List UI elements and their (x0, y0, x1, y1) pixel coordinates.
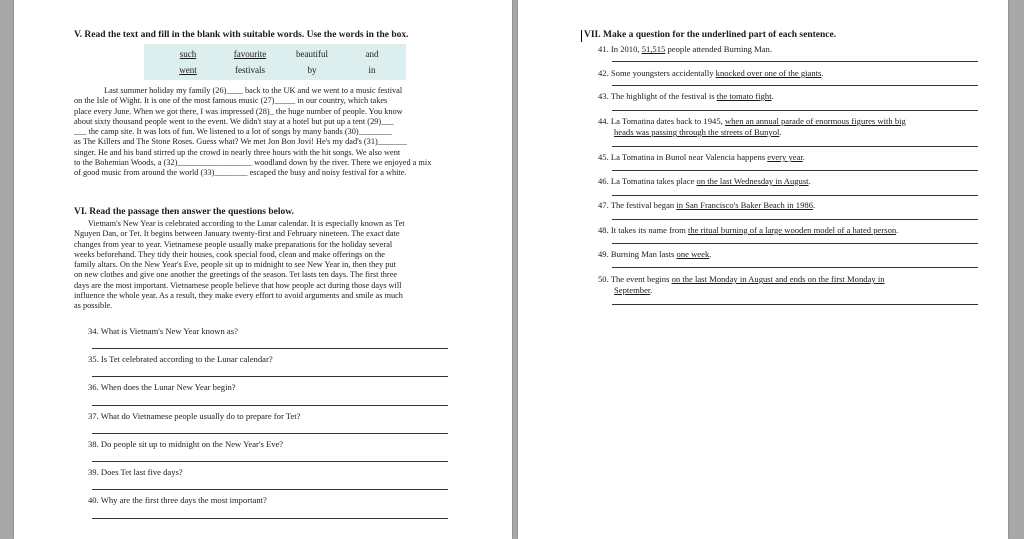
answer-line-36[interactable] (92, 405, 448, 406)
passage-line: family altars. On the New Year's Eve, people sit up to midnight to see New Year in, then they put (74, 260, 396, 270)
question-42: 42. Some youngsters accidentally knocked over one of the giants. (598, 68, 824, 78)
question-43: 43. The highlight of the festival is the tomato fight. (598, 91, 774, 101)
passage-line: days are the most important. Vietnamese people believe that how people act during those days will (74, 280, 402, 290)
passage-line: on the Isle of Wight. It is one of the most famous music (27)_____ in our country, which takes (74, 96, 388, 106)
passage-line: Vietnam's New Year is celebrated according to the Lunar calendar. It is especially known as Tet (88, 219, 405, 228)
passage-line: on new clothes and give one another the greetings of the season. Tet lasts ten days. The first three (74, 270, 398, 280)
question-45: 45. La Tomatina in Bunol near Valencia happens every year. (598, 152, 805, 162)
question-41: 41. In 2010, 51,515 people attended Burning Man. (598, 44, 773, 54)
answer-line-44[interactable] (612, 146, 978, 147)
passage-line: as The Killers and The Stone Roses. Guess what? We met Jon Bon Jovi! He's my dad's (31)_______ (74, 137, 407, 147)
passage-line: Last summer holiday my family (26)____ back to the UK and we went to a music festival (104, 86, 403, 95)
answer-line-45[interactable] (612, 170, 978, 171)
answer-line-39[interactable] (92, 489, 448, 490)
answer-line-49[interactable] (612, 267, 978, 268)
section-6-passage (74, 219, 478, 312)
section-7-title: VII. Make a question for the underlined part of each sentence. (584, 30, 837, 40)
word-box-item: and (365, 49, 379, 59)
question-34: 34. What is Vietnam's New Year known as? (88, 326, 238, 336)
passage-line: to the Bohemian Woods, a (32)__________________ woodland down by the river. There we enjoyed a mix (74, 158, 432, 168)
question-38: 38. Do people sit up to midnight on the New Year's Eve? (88, 439, 284, 449)
question-50-continued: September. (614, 285, 653, 295)
text-cursor (581, 30, 582, 42)
question-44-continued: heads was passing through the streets of Bunyol. (614, 127, 782, 137)
word-box-item: favourite (233, 49, 267, 59)
section-5-passage (74, 86, 478, 179)
section-5-title: V. Read the text and fill in the blank with suitable words. Use the words in the box. (74, 30, 409, 40)
passage-line: ___ the camp site. It was lots of fun. We listened to a lot of songs by many bands (30)________ (74, 127, 392, 137)
passage-line: Nguyen Dan, or Tet. It begins between January twenty-first and February nineteen. The exact date (74, 229, 400, 239)
question-36: 36. When does the Lunar New Year begin? (88, 382, 236, 392)
passage-line: influence the whole year. As a result, they make every effort to avoid arguments and smile as much (74, 291, 403, 301)
word-box (144, 44, 406, 80)
answer-line-42[interactable] (612, 85, 978, 86)
question-44: 44. La Tomatina dates back to 1945, when an annual parade of enormous figures with big (598, 116, 906, 126)
answer-line-48[interactable] (612, 243, 978, 244)
left-page (14, 0, 512, 539)
word-box-item: beautiful (296, 49, 328, 59)
passage-line: of good music from around the world (33)________ escaped the busy and noisy festival for a white. (74, 168, 407, 178)
answer-line-47[interactable] (612, 219, 978, 220)
passage-line: weeks beforehand. They tidy their houses, cook special food, clean and make offerings on the (74, 249, 385, 259)
question-47: 47. The festival began in San Francisco's Baker Beach in 1986. (598, 200, 816, 210)
passage-line: singer. He and his band stirred up the crowd in nearly three hours with the hit songs. We also went (74, 147, 401, 157)
answer-line-37[interactable] (92, 433, 448, 434)
question-50: 50. The event begins on the last Monday in August and ends on the first Monday in (598, 274, 885, 284)
question-39: 39. Does Tet last five days? (88, 467, 183, 477)
answer-line-46[interactable] (612, 195, 978, 196)
answer-line-34[interactable] (92, 348, 448, 349)
question-37: 37. What do Vietnamese people usually do to prepare for Tet? (88, 411, 301, 421)
question-35: 35. Is Tet celebrated according to the Lunar calendar? (88, 354, 273, 364)
answer-line-50[interactable] (612, 304, 978, 305)
word-box-item: in (368, 65, 376, 75)
question-49: 49. Burning Man lasts one week. (598, 249, 712, 259)
question-46: 46. La Tomatina takes place on the last Wednesday in August. (598, 176, 811, 186)
word-box-item: by (307, 65, 317, 75)
answer-line-40[interactable] (92, 518, 448, 519)
right-page (518, 0, 1008, 539)
passage-line: place every June. When we got there, I was impressed (28)_ the huge number of people. You know (74, 106, 403, 116)
answer-line-35[interactable] (92, 376, 448, 377)
answer-line-41[interactable] (612, 61, 978, 62)
section-6-title: VI. Read the passage then answer the questions below. (74, 207, 294, 217)
passage-line: as possible. (74, 301, 113, 311)
word-box-item: such (179, 49, 197, 59)
passage-line: about sixty thousand people went to the event. We didn't stay at a hotel but put up a tent (29)___ (74, 116, 394, 126)
question-40: 40. Why are the first three days the most important? (88, 495, 267, 505)
answer-line-38[interactable] (92, 461, 448, 462)
passage-line: changes from year to year. Vietnamese people usually make preparations for the holiday several (74, 239, 393, 249)
answer-line-43[interactable] (612, 110, 978, 111)
word-box-item: went (179, 65, 197, 75)
word-box-item: festivals (235, 65, 265, 75)
question-48: 48. It takes its name from the ritual burning of a large wooden model of a hated person. (598, 225, 899, 235)
